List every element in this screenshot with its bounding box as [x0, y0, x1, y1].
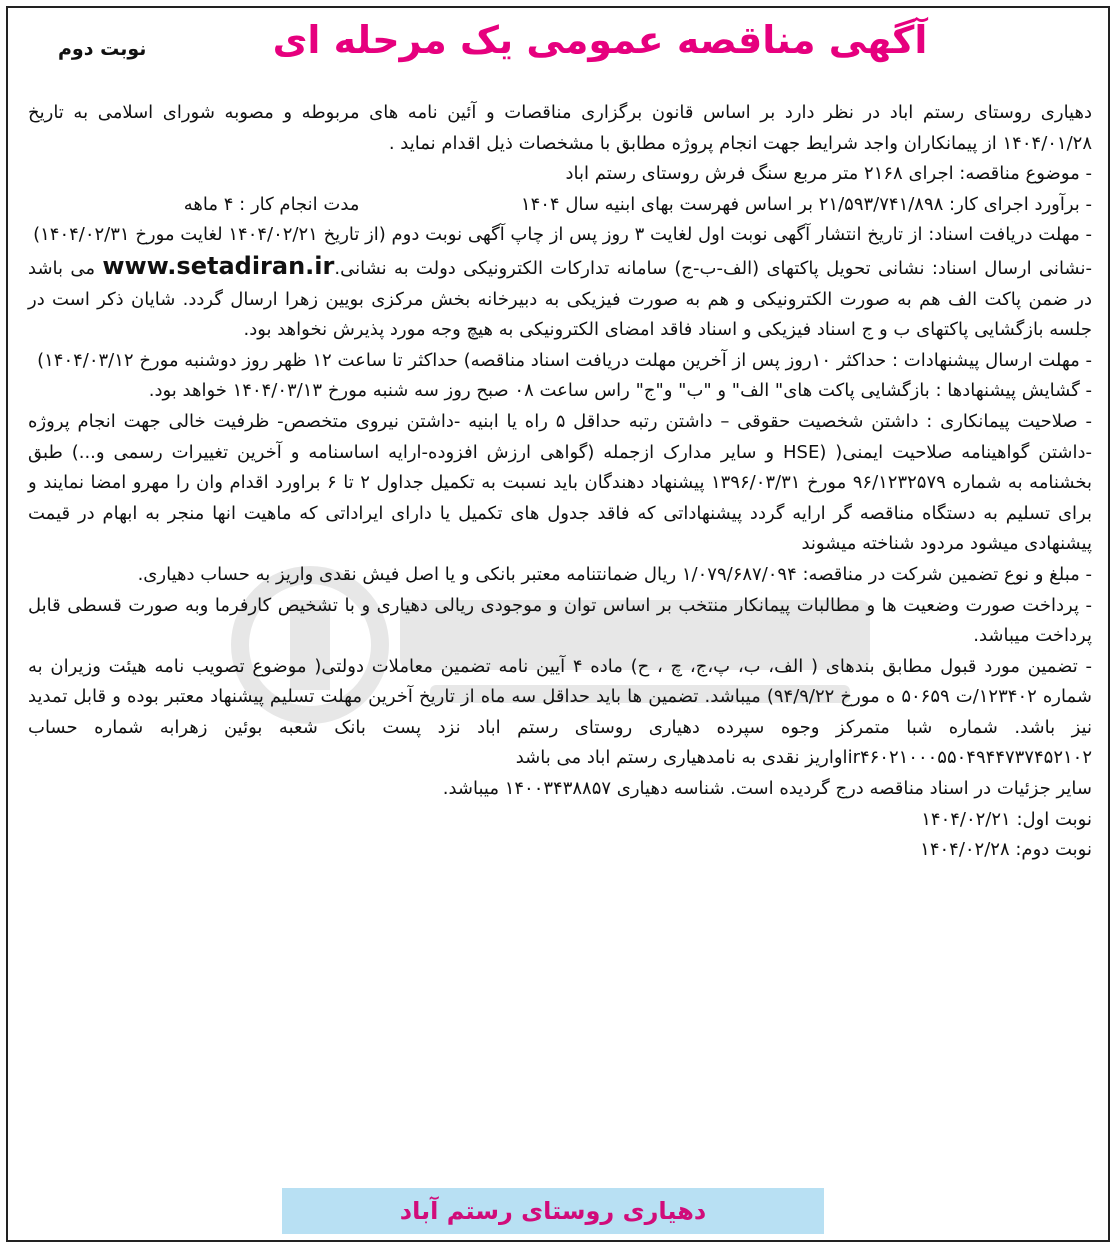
website-link[interactable]: www.setadiran.ir: [102, 251, 335, 280]
send-docs-text-b: می باشد در ضمن پاکت الف هم به صورت الکترونیکی و هم به صورت فیزیکی به دبیرخانه بخش مرکزی بویین زهرا ارسال گردد. شایان ذکر است در جلسه بازگشایی پاکتهای ب و ج اسناد فیزیکی و اسناد فاقد امضای الکترونیکی به هیچ وجه مورد پذیرش نخواهد بود.: [28, 257, 1092, 341]
subject-line: - موضوع مناقصه: اجرای ۲۱۶۸ متر مربع سنگ فرش روستای رستم اباد: [565, 163, 1092, 185]
intro-paragraph: دهیاری روستای رستم اباد در نظر دارد بر اساس قانون برگزاری مناقصات و آئین نامه های مربوطه و مصوبه شورای اسلامی به تاریخ ۱۴۰۴/۰۱/۲۸ از پیمانکاران واجد شرایط جهت انجام پروژه مطابق با مشخصات ذیل اقدام نماید .: [28, 102, 1092, 154]
round-label: نوبت دوم: [58, 38, 147, 60]
page-title: آگهی مناقصه عمومی یک مرحله ای: [272, 18, 928, 62]
estimate-line: [28, 190, 1092, 221]
issuer-banner: دهیاری روستای رستم آباد: [282, 1188, 824, 1234]
guarantee-terms-paragraph: - تضمین مورد قبول مطابق بندهای ( الف، ب، پ،ج، چ ، ح) ماده ۴ آیین نامه تضمین معاملات دولتی( موضوع تصویب نامه هیئت وزیران به شماره ۱۲۳۴۰۲/ت ۵۰۶۵۹ ه مورخ ۹۴/۹/۲۲) میباشد. تضمین ها باید حداقل سه ماه از تاریخ آخرین مهلت تسلیم پیشنهاد معتبر بوده و قابل تمدید نیز باشد. شماره شبا متمرکز وجوه سپرده دهیاری روستای رستم اباد نزد پست بانک شعبه بوئین زهرابه شماره حساب ir۴۶۰۲۱۰۰۰۵۵۰۴۹۴۴۷۳۷۴۵۲۱۰۲اواریز نقدی به نامدهیاری رستم اباد می باشد: [28, 655, 1093, 769]
guarantee-amount-line: - مبلغ و نوع تضمین شرکت در مناقصه: ۱/۰۷۹/۶۸۷/۰۹۴ ریال ضمانتنامه معتبر بانکی و یا اصل فیش نقدی واریز به حساب دهیاری.: [137, 563, 1092, 585]
qualification-paragraph: - صلاحیت پیمانکاری : داشتن شخصیت حقوقی – داشتن رتبه حداقل ۵ راه یا ابنیه -داشتن نیروی متخصص- ظرفیت خالی جهت انجام پروژه -داشتن گواهینامه صلاحیت ایمنی( (HSE و سایر مدارک ازجمله (گواهی ارزش افزوده-ارایه اساسنامه و آخرین تغییرات رسمی و...) طبق بخشنامه به شماره ۹۶/۱۲۳۲۵۷۹ مورخ ۱۳۹۶/۰۳/۳۱ پیشنهاد دهندگان باید نسبت به تکمیل جداول ۲ تا ۶ براورد اقدام وان را مهرو امضا نمایند و برای تسلیم به دستگاه مناقصه گر ارایه گردد پیشنهاداتی که فاقد جدول های تکمیل یا دارای ایراداتی که ماهیت انها منجر به ابهام در قیمت پیشنهادی میشود مردود شناخته میشوند: [28, 410, 1093, 555]
second-round-date: نوبت دوم: ۱۴۰۴/۰۲/۲۸: [920, 839, 1092, 861]
proposal-deadline-line: - مهلت ارسال پیشنهادات : حداکثر ۱۰روز پس از آخرین مهلت دریافت اسناد مناقصه) حداکثر تا ساعت ۱۲ ظهر روز دوشنبه مورخ ۱۴۰۴/۰۳/۱۲): [37, 349, 1092, 371]
duration-text: مدت انجام کار : ۴ ماهه: [183, 193, 360, 215]
docs-deadline-line: - مهلت دریافت اسناد: از تاریخ انتشار آگهی نوبت اول لغایت ۳ روز پس از چاپ آگهی نوبت دوم (از تاریخ ۱۴۰۴/۰۲/۲۱ لغایت مورخ ۱۴۰۴/۰۲/۳۱): [33, 224, 1092, 246]
opening-line: - گشایش پیشنهادها : بازگشایی پاکت های" الف" و "ب" و"ج" راس ساعت ۰۸ صبح روز سه شنبه مورخ ۱۴۰۴/۰۳/۱۳ خواهد بود.: [148, 380, 1092, 402]
payment-line: - پرداخت صورت وضعیت ها و مطالبات پیمانکار منتخب بر اساس توان و موجودی ریالی دهیاری و با تشخیص کارفرما وبه صورت قسطی قابل پرداخت میباشد.: [28, 594, 1092, 647]
notice-body: [28, 98, 1092, 866]
first-round-date: نوبت اول: ۱۴۰۴/۰۲/۲۱: [921, 808, 1092, 830]
other-details-line: سایر جزئیات در اسناد مناقصه درج گردیده است. شناسه دهیاری ۱۴۰۰۳۴۳۸۸۵۷ میباشد.: [442, 778, 1092, 800]
estimate-text: - برآورد اجرای کار: ۲۱/۵۹۳/۷۴۱/۸۹۸ بر اساس فهرست بهای ابنیه سال ۱۴۰۴: [520, 193, 1092, 215]
send-docs-paragraph: [28, 251, 1092, 346]
send-docs-text-a: -نشانی ارسال اسناد: نشانی تحویل پاکتهای (الف-ب-ج) سامانه تدارکات الکترونیکی دولت به نشانی.: [334, 257, 1092, 279]
